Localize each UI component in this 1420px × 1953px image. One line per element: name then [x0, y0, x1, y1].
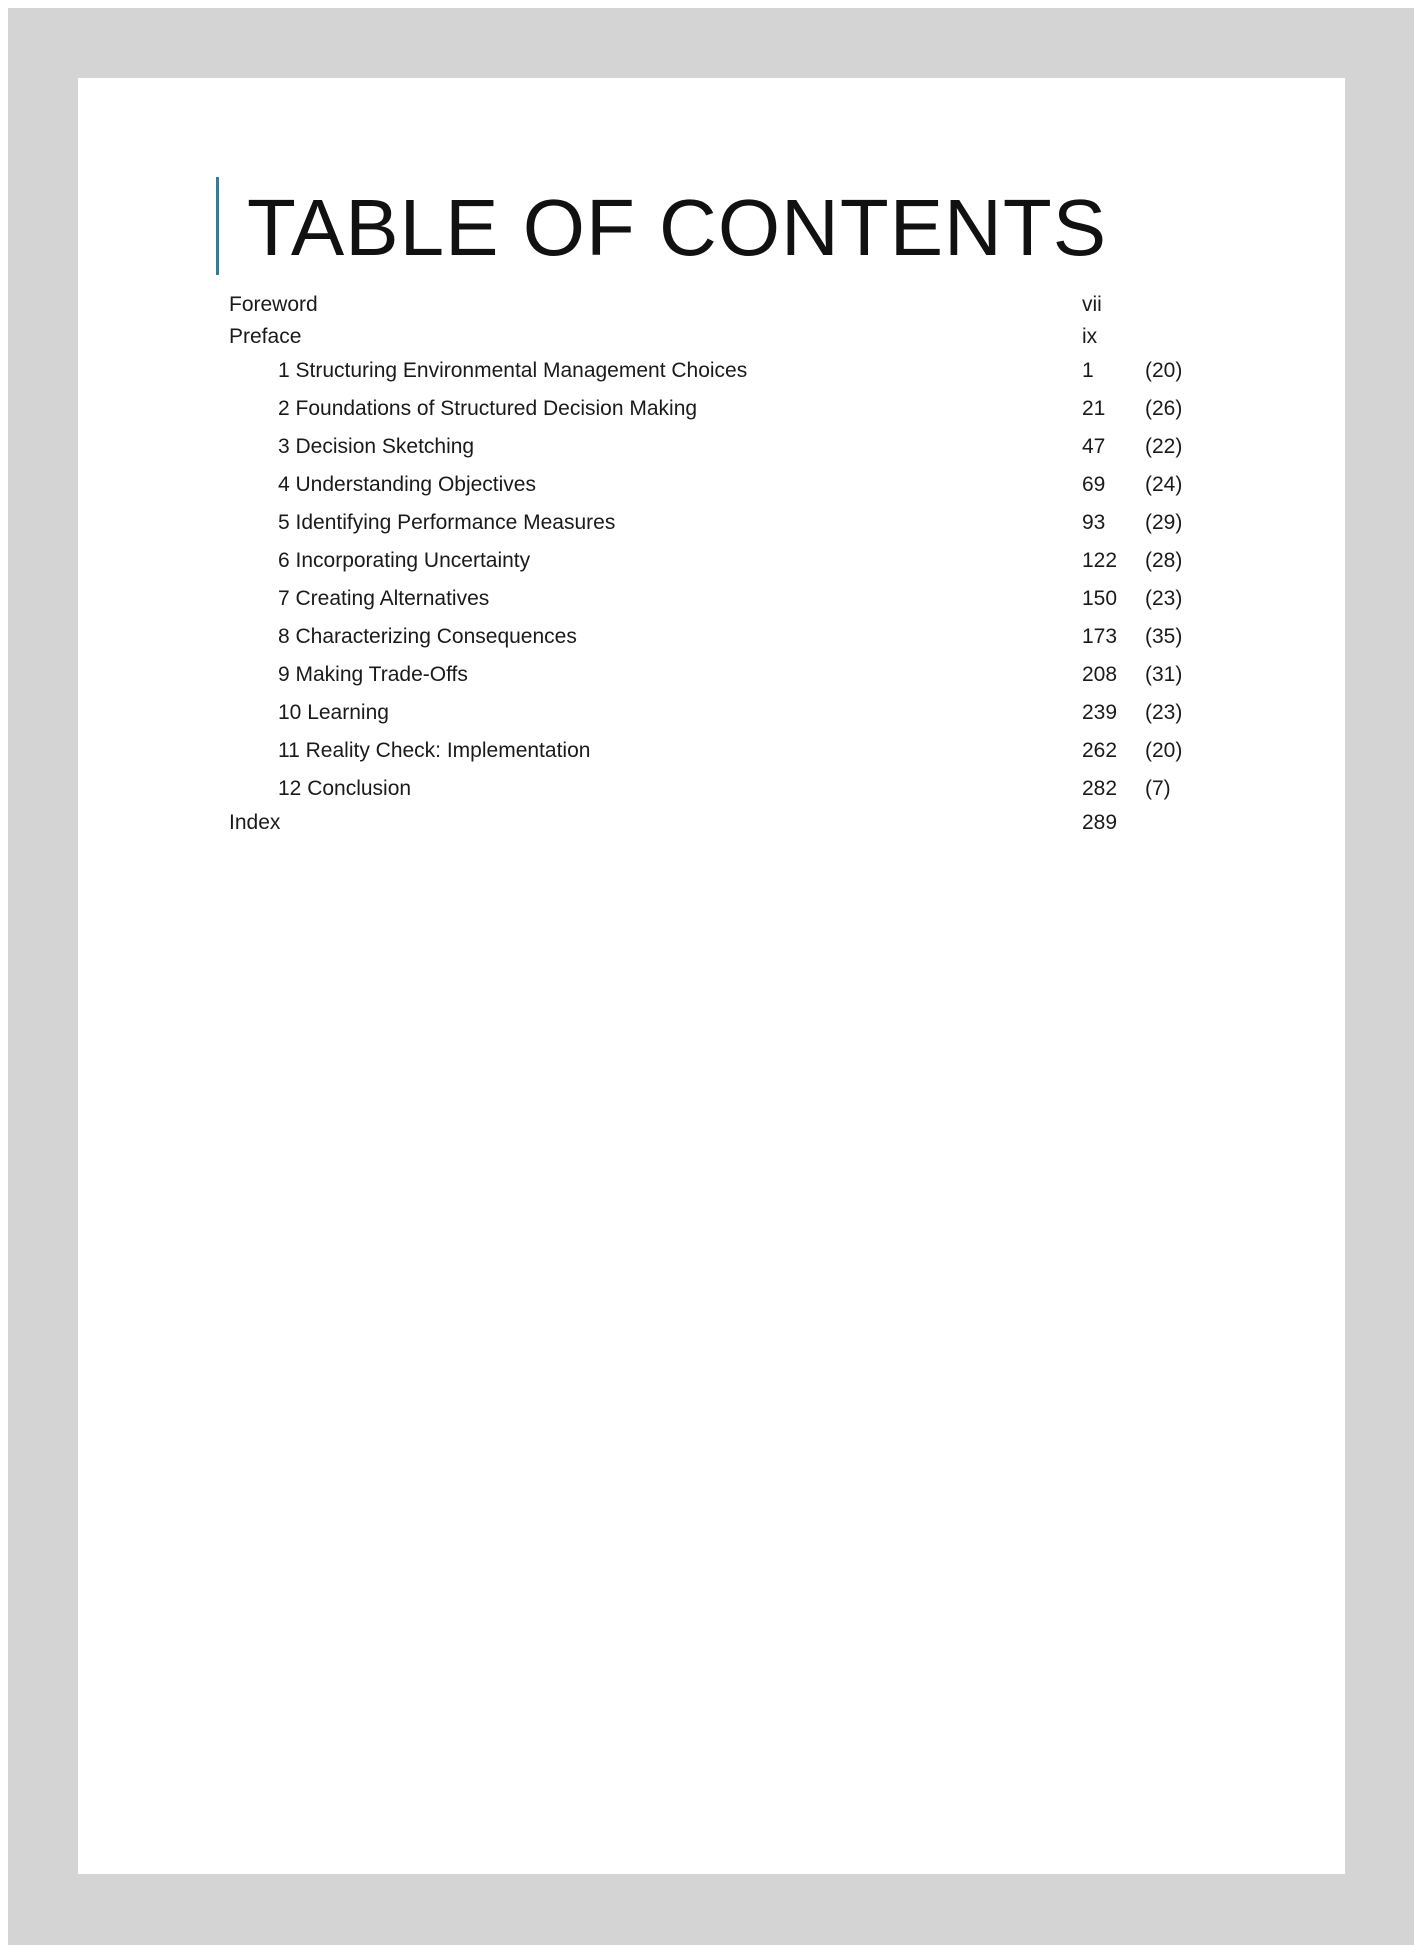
toc-entry-title: 12 Conclusion: [278, 777, 412, 800]
toc-entry: [78, 701, 1345, 731]
page-title: TABLE OF CONTENTS: [247, 183, 1108, 272]
toc-entry-page: 150: [1082, 587, 1118, 610]
toc-entry-page: 289: [1082, 811, 1118, 834]
toc-entry-title: Preface: [229, 325, 302, 348]
toc-entry: [78, 435, 1345, 465]
toc-entry-page: ix: [1082, 325, 1098, 348]
table-of-contents: [78, 78, 1345, 1874]
toc-entry-page: 122: [1082, 549, 1118, 572]
toc-entry-page-count: (28): [1145, 549, 1183, 572]
toc-entry-title: 6 Incorporating Uncertainty: [278, 549, 531, 572]
toc-entry-title: 9 Making Trade-Offs: [278, 663, 468, 686]
toc-entry-page-count: (22): [1145, 435, 1183, 458]
toc-entry-page: vii: [1082, 293, 1102, 316]
toc-entry: [78, 359, 1345, 389]
toc-entry-title: 2 Foundations of Structured Decision Making: [278, 397, 698, 420]
toc-entry: [78, 325, 1345, 355]
toc-entry: [78, 473, 1345, 503]
toc-entry: [78, 397, 1345, 427]
toc-entry-title: 5 Identifying Performance Measures: [278, 511, 616, 534]
toc-entry-page: 262: [1082, 739, 1118, 762]
toc-entry: [78, 549, 1345, 579]
toc-entry-page: 282: [1082, 777, 1118, 800]
toc-entry-page: 1: [1082, 359, 1094, 382]
toc-entry-title: 8 Characterizing Consequences: [278, 625, 577, 648]
toc-entry: [78, 777, 1345, 807]
toc-entry: [78, 625, 1345, 655]
toc-entry-page: 69: [1082, 473, 1106, 496]
toc-entry-page: 47: [1082, 435, 1106, 458]
toc-entry: [78, 739, 1345, 769]
document-page: [78, 78, 1345, 1874]
toc-entry-title: 10 Learning: [278, 701, 389, 724]
toc-entry-title: 7 Creating Alternatives: [278, 587, 490, 610]
toc-entry-page: 239: [1082, 701, 1118, 724]
toc-entry-page-count: (23): [1145, 701, 1183, 724]
toc-entry-page-count: (29): [1145, 511, 1183, 534]
toc-entry-page: 173: [1082, 625, 1118, 648]
toc-entry-title: Index: [229, 811, 281, 834]
toc-entry-page-count: (20): [1145, 739, 1183, 762]
toc-entry: [78, 663, 1345, 693]
toc-entry-title: 11 Reality Check: Implementation: [278, 739, 591, 762]
toc-entry-title: 3 Decision Sketching: [278, 435, 475, 458]
toc-entry-page-count: (35): [1145, 625, 1183, 648]
toc-entry-page: 93: [1082, 511, 1106, 534]
toc-entry-page-count: (7): [1145, 777, 1171, 800]
page-frame: [8, 8, 1414, 1945]
toc-entry-page-count: (24): [1145, 473, 1183, 496]
toc-entry-page: 21: [1082, 397, 1106, 420]
toc-entry: [78, 511, 1345, 541]
toc-entry-title: 1 Structuring Environmental Management Choices: [278, 359, 748, 382]
toc-entry-page-count: (23): [1145, 587, 1183, 610]
toc-entry-page-count: (20): [1145, 359, 1183, 382]
toc-entry-title: 4 Understanding Objectives: [278, 473, 536, 496]
toc-entry-page: 208: [1082, 663, 1118, 686]
toc-entry-title: Foreword: [229, 293, 318, 316]
toc-entry-page-count: (26): [1145, 397, 1183, 420]
toc-entry: [78, 811, 1345, 841]
toc-entry: [78, 293, 1345, 323]
toc-entry: [78, 587, 1345, 617]
toc-entry-page-count: (31): [1145, 663, 1183, 686]
